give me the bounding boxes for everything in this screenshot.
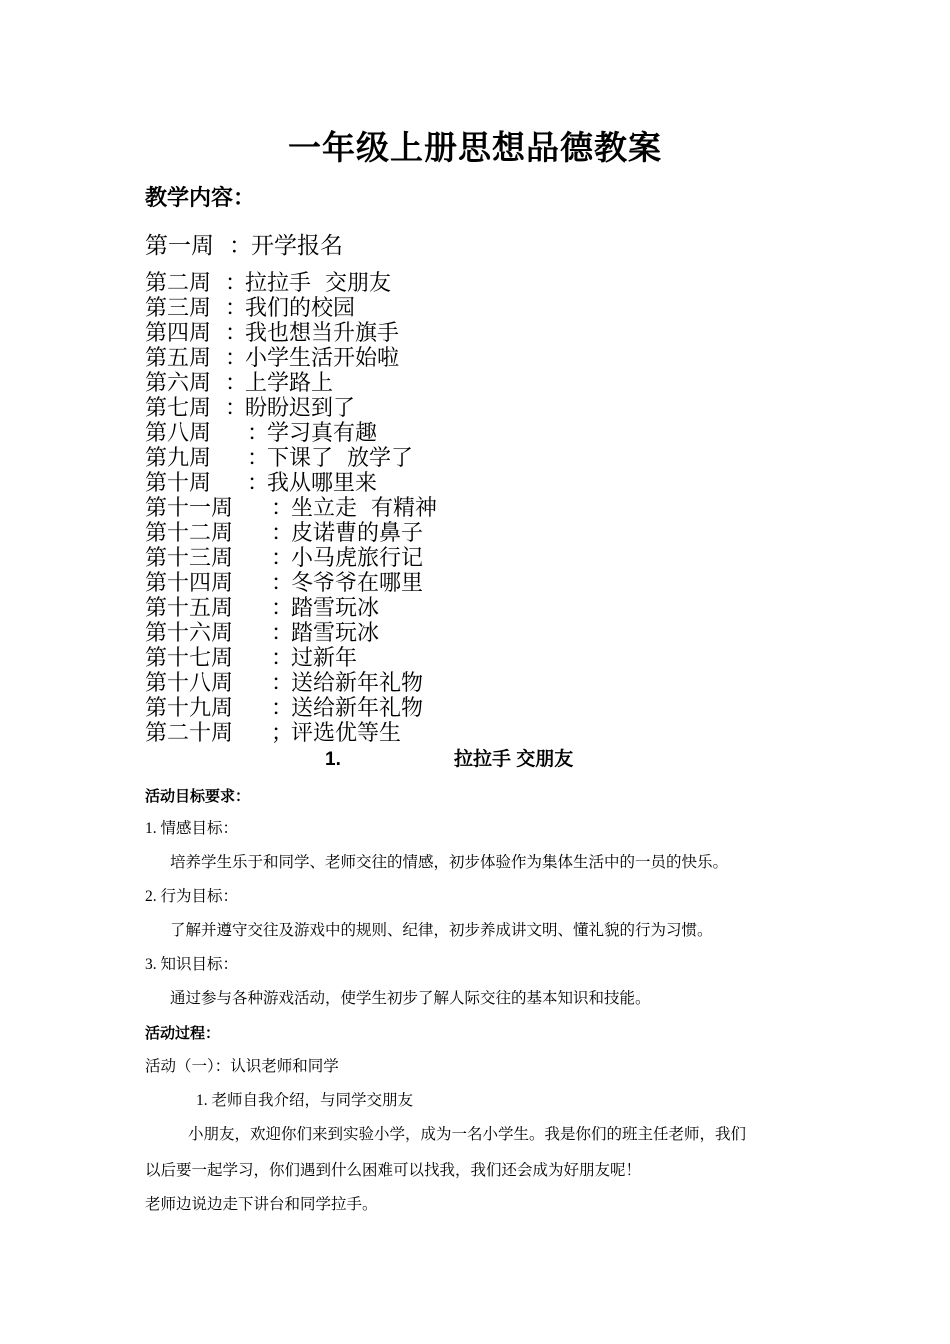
week-separator: ： xyxy=(271,671,294,696)
step-1-heading: 1. 老师自我介绍，与同学交朋友 xyxy=(196,1092,414,1109)
week-topic: 盼盼迟到了 xyxy=(245,396,356,421)
week-separator: ： xyxy=(225,296,248,321)
week-row xyxy=(145,648,357,673)
week-label: 第十七周 xyxy=(145,646,234,671)
week-row xyxy=(145,323,399,348)
week-row xyxy=(145,498,437,523)
week-topic: 拉拉手 交朋友 xyxy=(245,271,391,296)
goal1-label: 1. 情感目标： xyxy=(145,820,239,837)
week-row xyxy=(145,673,423,698)
week-topic: 坐立走 有精神 xyxy=(291,496,437,521)
week-row xyxy=(145,423,377,448)
week-row xyxy=(145,448,413,473)
week-label: 第七周 xyxy=(145,396,212,421)
week-separator: ： xyxy=(225,271,248,296)
week-row xyxy=(145,398,355,423)
week-row xyxy=(145,623,379,648)
week-separator: ： xyxy=(271,521,294,546)
week-label: 第三周 xyxy=(145,296,212,321)
week-topic: 下课了 放学了 xyxy=(267,446,413,471)
week-separator: ： xyxy=(229,233,252,259)
week-topic: 我也想当升旗手 xyxy=(245,321,400,346)
week-row xyxy=(145,523,423,548)
week-label: 第十九周 xyxy=(145,696,234,721)
week-label: 第十一周 xyxy=(145,496,234,521)
week-row xyxy=(145,548,423,573)
week-label: 第十三周 xyxy=(145,546,234,571)
week-label: 第十八周 xyxy=(145,671,234,696)
week-row xyxy=(145,598,379,623)
week-label: 第五周 xyxy=(145,346,212,371)
week-topic: 学习真有趣 xyxy=(267,421,378,446)
week-topic: 踏雪玩冰 xyxy=(291,596,380,621)
week-label: 第一周 xyxy=(145,233,214,259)
week-topic: 我从哪里来 xyxy=(267,471,378,496)
week-topic: 送给新年礼物 xyxy=(291,671,424,696)
document-title: 一年级上册思想品德教案 xyxy=(288,128,662,167)
week-separator: ： xyxy=(271,546,294,571)
goals-heading: 活动目标要求： xyxy=(145,788,251,805)
week-topic: 评选优等生 xyxy=(291,721,402,746)
week-row xyxy=(145,235,343,260)
week-separator: ： xyxy=(271,696,294,721)
week-row xyxy=(145,698,423,723)
week-separator: ： xyxy=(271,496,294,521)
week-row xyxy=(145,373,333,398)
process-heading: 活动过程： xyxy=(145,1025,221,1042)
week-label: 第九周 xyxy=(145,446,212,471)
week-separator: ： xyxy=(247,421,270,446)
week-row xyxy=(145,573,423,598)
week-label: 第二周 xyxy=(145,271,212,296)
paragraph-1-line-2: 以后要一起学习，你们遇到什么困难可以找我，我们还会成为好朋友呢！ xyxy=(145,1162,642,1179)
paragraph-1-line-1: 小朋友，欢迎你们来到实验小学，成为一名小学生。我是你们的班主任老师，我们 xyxy=(188,1126,747,1143)
week-row xyxy=(145,273,391,298)
week-topic: 开学报名 xyxy=(251,233,343,259)
lesson-title: 拉拉手 交朋友 xyxy=(454,749,574,770)
week-label: 第十六周 xyxy=(145,621,234,646)
teaching-content-heading: 教学内容： xyxy=(145,186,256,211)
week-label: 第十五周 xyxy=(145,596,234,621)
week-topic: 小学生活开始啦 xyxy=(245,346,400,371)
week-separator: ： xyxy=(225,396,248,421)
week-label: 第二十周 xyxy=(145,721,234,746)
week-separator: ： xyxy=(271,621,294,646)
week-row xyxy=(145,473,377,498)
lesson-number: 1. xyxy=(325,749,341,770)
week-label: 第八周 xyxy=(145,421,212,446)
week-label: 第十四周 xyxy=(145,571,234,596)
goal1-text: 培养学生乐于和同学、老师交往的情感，初步体验作为集体生活中的一员的快乐。 xyxy=(170,854,729,871)
goal2-label: 2. 行为目标： xyxy=(145,888,239,905)
week-topic: 冬爷爷在哪里 xyxy=(291,571,424,596)
week-row xyxy=(145,723,401,748)
week-row xyxy=(145,298,355,323)
week-row xyxy=(145,348,399,373)
goal2-text: 了解并遵守交往及游戏中的规则、纪律，初步养成讲文明、懂礼貌的行为习惯。 xyxy=(170,922,713,939)
week-separator: ： xyxy=(225,371,248,396)
week-separator: ： xyxy=(271,596,294,621)
week-topic: 小马虎旅行记 xyxy=(291,546,424,571)
week-topic: 送给新年礼物 xyxy=(291,696,424,721)
week-separator: ： xyxy=(247,446,270,471)
week-topic: 我们的校园 xyxy=(245,296,356,321)
week-label: 第十二周 xyxy=(145,521,234,546)
week-separator: ： xyxy=(247,471,270,496)
week-topic: 过新年 xyxy=(291,646,358,671)
goal3-text: 通过参与各种游戏活动，使学生初步了解人际交往的基本知识和技能。 xyxy=(170,990,651,1007)
week-label: 第十周 xyxy=(145,471,212,496)
paragraph-2: 老师边说边走下讲台和同学拉手。 xyxy=(145,1196,378,1213)
week-separator: ： xyxy=(225,321,248,346)
week-topic: 踏雪玩冰 xyxy=(291,621,380,646)
activity-1-heading: 活动（一）：认识老师和同学 xyxy=(145,1058,339,1075)
week-label: 第四周 xyxy=(145,321,212,346)
week-separator: ： xyxy=(271,646,294,671)
week-topic: 皮诺曹的鼻子 xyxy=(291,521,424,546)
week-topic: 上学路上 xyxy=(245,371,334,396)
week-separator: ； xyxy=(271,721,294,746)
week-label: 第六周 xyxy=(145,371,212,396)
goal3-label: 3. 知识目标： xyxy=(145,956,239,973)
week-separator: ： xyxy=(225,346,248,371)
week-separator: ： xyxy=(271,571,294,596)
